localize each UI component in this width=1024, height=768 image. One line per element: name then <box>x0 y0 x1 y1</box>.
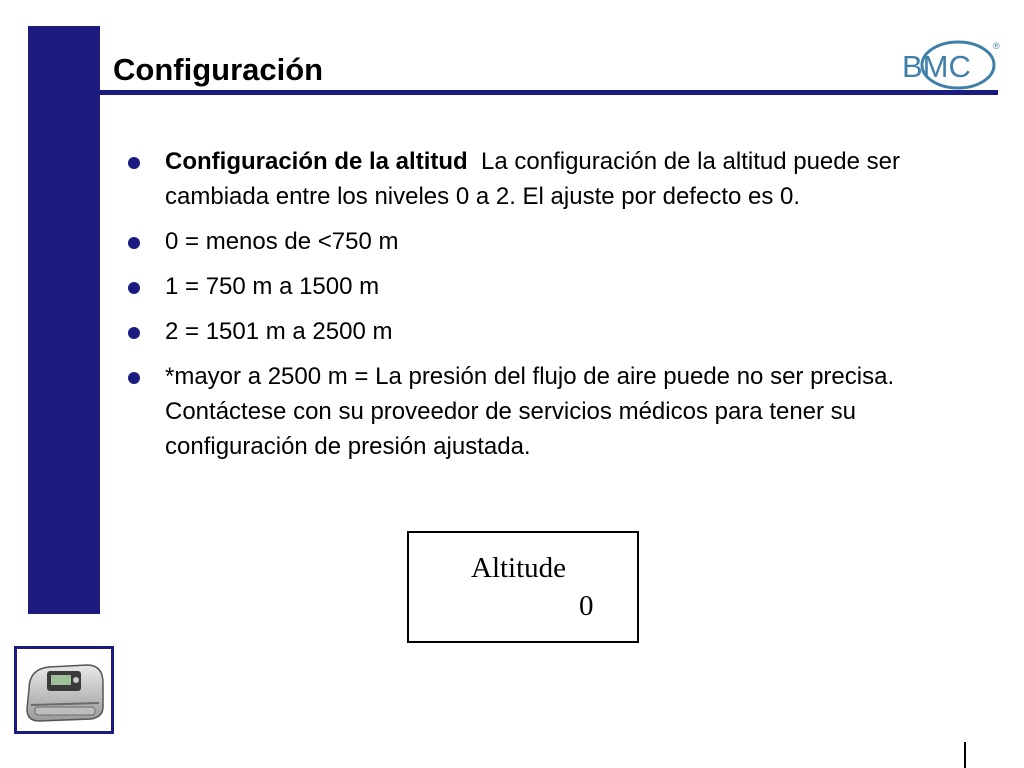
altitude-label: Altitude <box>471 552 567 584</box>
bullet-text <box>165 148 907 210</box>
title-underline <box>100 90 998 95</box>
logo-text: BMC <box>902 49 971 84</box>
bullet-body: 1 = 750 m a 1500 m <box>165 273 380 300</box>
altitude-display <box>407 531 639 643</box>
list-item <box>128 144 928 214</box>
bullet-dot-icon <box>128 372 140 384</box>
bullet-body: 0 = menos de <750 m <box>165 228 399 255</box>
bullet-dot-icon <box>128 157 140 169</box>
corner-divider <box>964 742 966 768</box>
bullet-body: La configuración de la altitud puede ser cambiada entre los niveles 0 a 2. El ajuste por defecto es 0. <box>165 148 907 210</box>
slide-title: Configuración <box>113 52 324 87</box>
registered-mark: ® <box>993 41 1000 51</box>
left-accent-bar <box>28 26 100 614</box>
altitude-value: 0 <box>579 590 594 622</box>
bullet-bold: Configuración de la altitud <box>165 148 468 175</box>
list-item <box>128 359 928 464</box>
bullet-list <box>128 144 928 474</box>
list-item <box>128 224 928 259</box>
bullet-body: 2 = 1501 m a 2500 m <box>165 318 393 345</box>
cpap-device-icon <box>14 646 114 734</box>
bullet-dot-icon <box>128 237 140 249</box>
list-item <box>128 269 928 304</box>
bullet-dot-icon <box>128 327 140 339</box>
bullet-body: *mayor a 2500 m = La presión del flujo de aire puede no ser precisa. Contáctese con su proveedor de servicios médicos para tener su configuración de presión ajustada. <box>165 363 895 460</box>
bullet-dot-icon <box>128 282 140 294</box>
list-item <box>128 314 928 349</box>
bmc-logo-icon <box>898 38 1002 92</box>
